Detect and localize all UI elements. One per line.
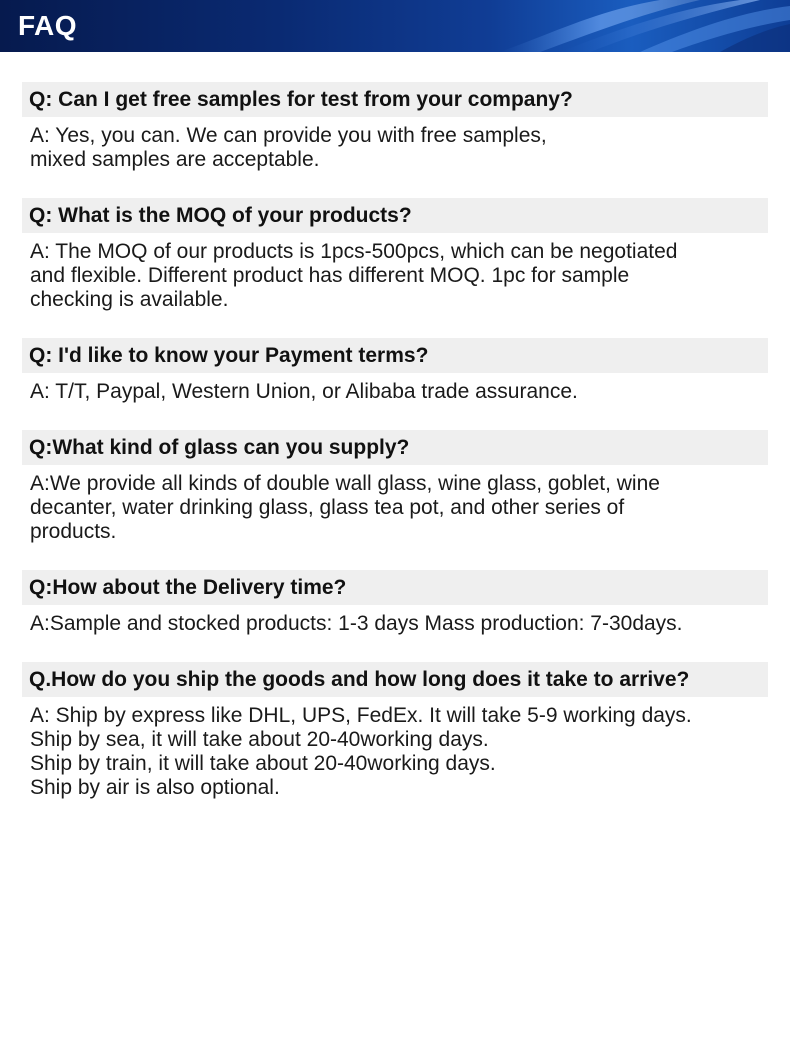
answer-line: A: T/T, Paypal, Western Union, or Alibaba trade assurance. — [30, 380, 578, 403]
answer-line: A:Sample and stocked products: 1-3 days Mass production: 7-30days. — [30, 612, 683, 635]
faq-question: Q: I'd like to know your Payment terms? — [22, 338, 768, 373]
faq-answer — [30, 380, 782, 404]
page-title: FAQ — [18, 10, 78, 41]
faq-item — [0, 338, 790, 404]
answer-line: Ship by train, it will take about 20-40working days. — [30, 752, 496, 775]
answer-line: A: The MOQ of our products is 1pcs-500pcs, which can be negotiated — [30, 240, 678, 263]
faq-question: Q: What is the MOQ of your products? — [22, 198, 768, 233]
answer-line: products. — [30, 520, 117, 543]
faq-item — [0, 570, 790, 636]
faq-list — [0, 82, 790, 826]
faq-item — [0, 198, 790, 312]
faq-question: Q.How do you ship the goods and how long does it take to arrive? — [22, 662, 768, 697]
answer-line: Ship by air is also optional. — [30, 776, 280, 799]
faq-answer — [30, 612, 782, 636]
answer-line: checking is available. — [30, 288, 229, 311]
answer-line: A: Ship by express like DHL, UPS, FedEx. It will take 5-9 working days. — [30, 704, 692, 727]
answer-line: A: Yes, you can. We can provide you with free samples, — [30, 124, 547, 147]
answer-line: and flexible. Different product has different MOQ. 1pc for sample — [30, 264, 630, 287]
answer-line: decanter, water drinking glass, glass tea pot, and other series of — [30, 496, 625, 519]
faq-item — [0, 662, 790, 800]
answer-line: Ship by sea, it will take about 20-40working days. — [30, 728, 489, 751]
faq-answer — [30, 240, 782, 312]
blue-swoosh-decoration — [0, 0, 790, 52]
answer-line: A:We provide all kinds of double wall glass, wine glass, goblet, wine — [30, 472, 660, 495]
faq-answer — [30, 704, 782, 800]
faq-item — [0, 430, 790, 544]
faq-question: Q:What kind of glass can you supply? — [22, 430, 768, 465]
faq-answer — [30, 124, 782, 172]
faq-question: Q:How about the Delivery time? — [22, 570, 768, 605]
answer-line: mixed samples are acceptable. — [30, 148, 320, 171]
faq-item — [0, 82, 790, 172]
faq-answer — [30, 472, 782, 544]
faq-header-banner — [0, 0, 790, 52]
faq-question: Q: Can I get free samples for test from your company? — [22, 82, 768, 117]
